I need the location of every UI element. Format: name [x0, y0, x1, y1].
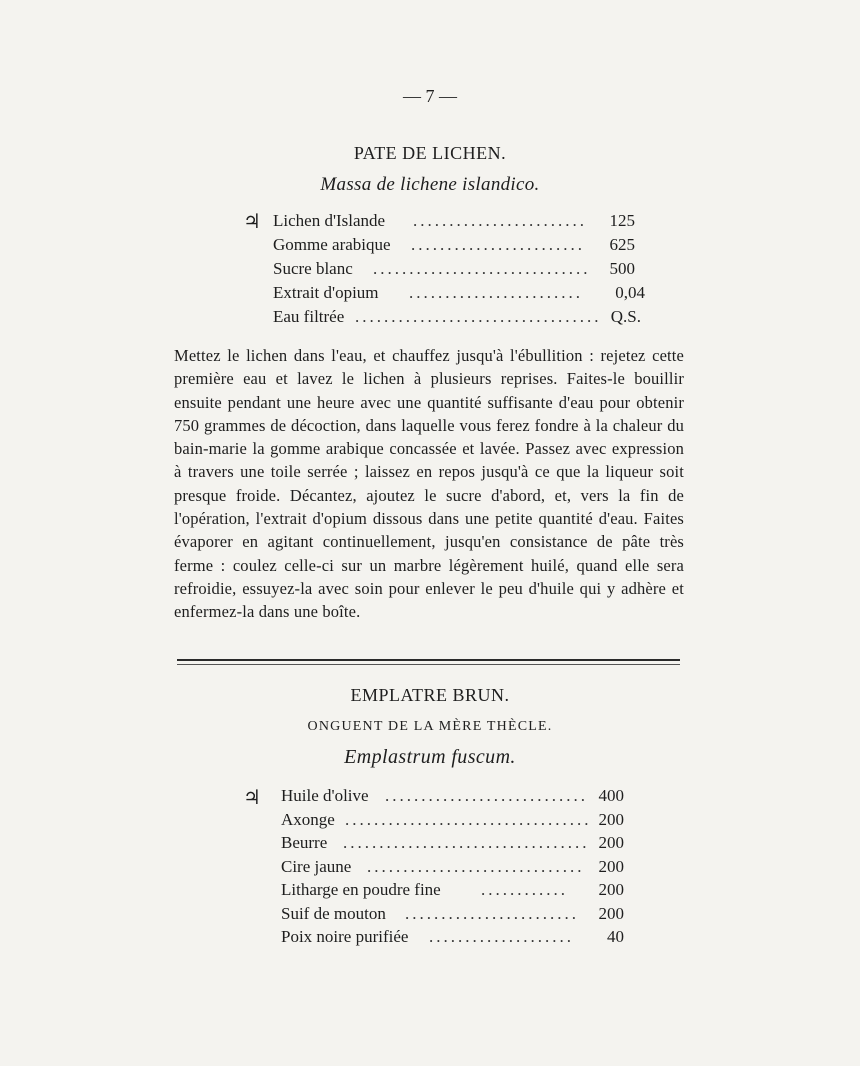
ingredient-name: Axonge — [281, 809, 335, 829]
leader-dots: .................................. — [345, 809, 592, 829]
ingredient-row — [281, 904, 641, 926]
ingredient-name: Lichen d'Islande — [273, 211, 386, 230]
ingredient-name: Beurre — [281, 833, 328, 852]
leader-dots: .............................. — [373, 259, 591, 278]
section-divider — [177, 659, 680, 661]
section-title: EMPLATRE BRUN. — [350, 685, 510, 705]
ingredient-row — [281, 880, 641, 902]
leader-dots: ........................ — [413, 211, 587, 230]
leader-dots: ............................ — [385, 786, 588, 805]
ingredient-list — [273, 211, 653, 331]
ingredient-row — [273, 235, 653, 257]
ingredient-name: Gomme arabique — [273, 235, 391, 254]
ingredient-row — [281, 833, 641, 855]
section-title: PATE DE LICHEN. — [353, 143, 507, 163]
ingredient-qty: 200 — [598, 809, 624, 829]
ingredient-name: Suif de mouton — [281, 903, 386, 923]
ingredient-row — [281, 810, 641, 832]
ingredient-name: Huile d'olive — [281, 786, 369, 805]
leader-dots: .................................. — [355, 307, 602, 326]
ingredient-name: Poix noire purifiée — [281, 927, 409, 946]
ingredient-row — [273, 283, 653, 305]
latin-title: Emplastrum fuscum. — [344, 746, 516, 768]
ingredient-row — [273, 211, 653, 233]
leader-dots: ........................ — [405, 903, 579, 923]
ingredient-qty: 200 — [598, 833, 624, 852]
ingredient-list — [281, 786, 641, 956]
recipe-symbol: ♃ — [243, 211, 261, 233]
ingredient-qty: 200 — [598, 903, 624, 923]
ingredient-qty: Q.S. — [610, 307, 641, 326]
ingredient-name: Litharge en poudre fine — [281, 880, 441, 899]
ingredient-qty: 200 — [598, 856, 624, 876]
leader-dots: ........................ — [411, 235, 585, 254]
ingredient-row — [281, 927, 641, 949]
latin-title: Massa de lichene islandico. — [320, 174, 540, 195]
ingredient-qty: 125 — [609, 211, 635, 230]
ingredient-qty: 0,04 — [615, 283, 645, 302]
leader-dots: ........................ — [409, 283, 583, 302]
leader-dots: .............................. — [367, 856, 585, 876]
ingredient-name: Extrait d'opium — [273, 283, 379, 302]
ingredient-qty: 200 — [598, 880, 624, 899]
ingredient-name: Eau filtrée — [273, 307, 345, 326]
ingredient-qty: 500 — [609, 259, 635, 278]
ingredient-qty: 625 — [609, 235, 635, 254]
ingredient-name: Cire jaune — [281, 856, 352, 876]
section-subtitle: ONGUENT DE LA MÈRE THÈCLE. — [307, 719, 553, 734]
leader-dots: ............ — [481, 880, 568, 899]
preparation-instructions: Mettez le lichen dans l'eau, et chauffez jusqu'à l'ébullition : rejetez cette première eau et lavez le lichen à plusieurs reprises. Faites-le bouillir ensuite pendant une heure avec une quantité suffisante d'eau pour obtenir 750 grammes de décoction, dans laquelle vous ferez fondre à la chaleur du bain-marie la gomme arabique concassée et lavée. Passez avec expression à travers une toile serrée ; laissez en repos jusqu'à ce que la liqueur soit presque froide. Décantez, ajoutez le sucre d'abord, et, vers la fin de l'opération, l'extrait d'opium dissous dans une petite quantité d'eau. Faites évaporer en agitant continuellement, jusqu'en consistance de pâte très ferme : coulez celle-ci sur un marbre légèrement huilé, quand elle sera refroidie, essuyez-la avec soin pour enlever le peu d'huile qui y adhère et enfermez-la dans une boîte. — [174, 346, 684, 622]
section-divider-thin — [177, 664, 680, 665]
ingredient-qty: 40 — [607, 927, 624, 946]
ingredient-name: Sucre blanc — [273, 259, 353, 278]
ingredient-row — [281, 786, 641, 808]
ingredient-qty: 400 — [598, 786, 624, 805]
ingredient-row — [273, 307, 653, 329]
leader-dots: .................................. — [343, 833, 590, 852]
leader-dots: .................... — [429, 927, 574, 946]
ingredient-row — [281, 857, 641, 879]
ingredient-row — [273, 259, 653, 281]
page-number: — 7 — — [403, 86, 457, 106]
recipe-symbol: ♃ — [243, 787, 261, 809]
